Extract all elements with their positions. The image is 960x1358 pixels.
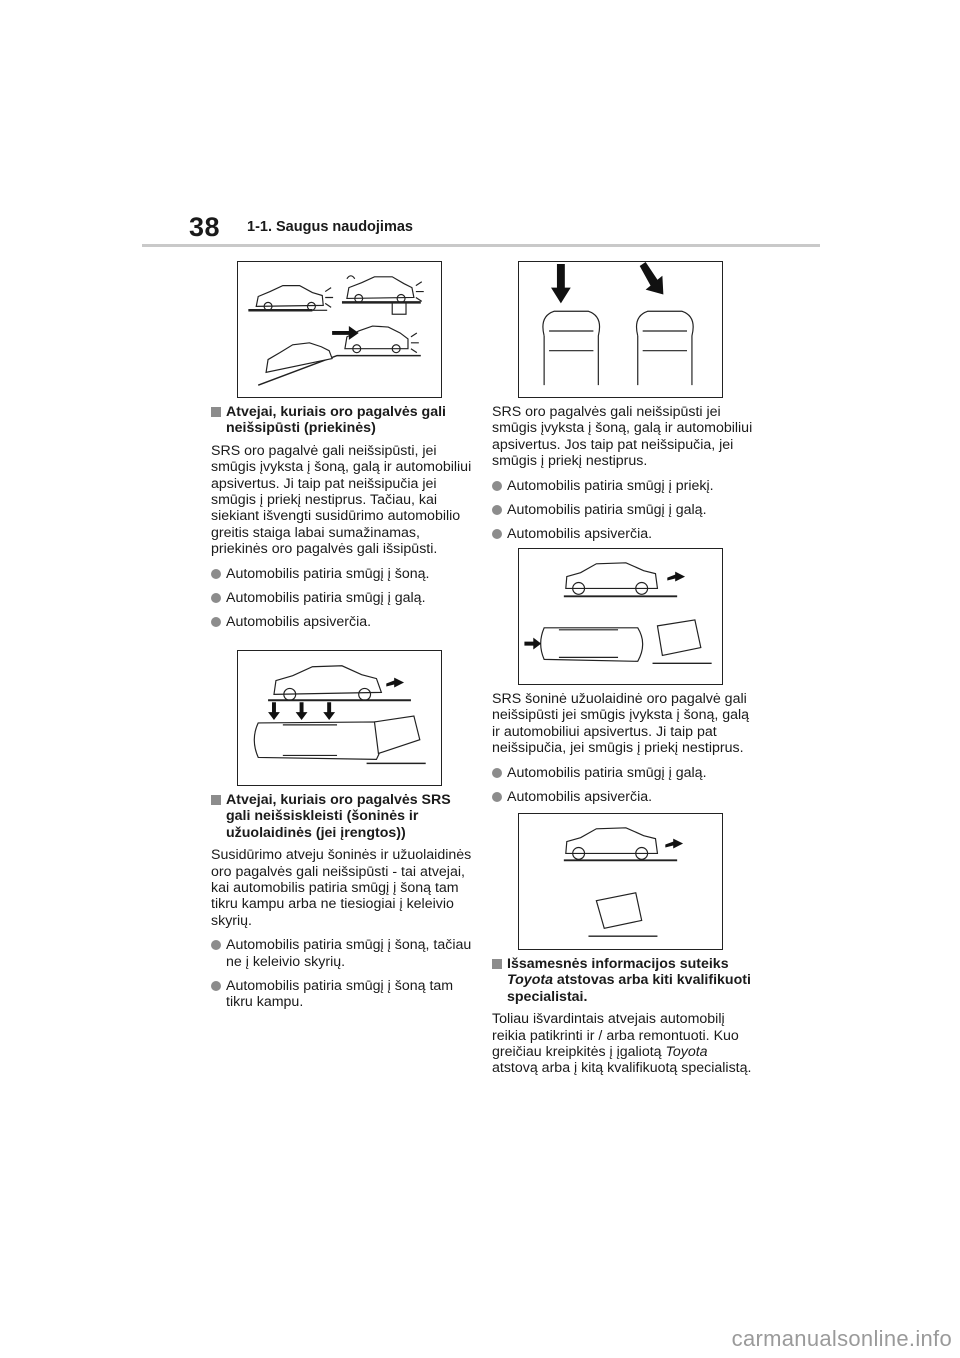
paragraph-part2: atstovą arba į kitą kvalifikuotą specialistą. xyxy=(492,1060,752,1077)
paragraph-part1: Toliau išvardintais atvejais automobilį reikia patikrinti ir / arba remontuoti. Kuo greičiau kreipkitės į įgaliotą xyxy=(492,1011,739,1061)
list-item-text: Automobilis apsiverčia. xyxy=(507,526,653,543)
round-bullet-icon xyxy=(211,981,221,991)
section-heading xyxy=(492,956,754,1005)
paragraph: SRS šoninė užuolaidinė oro pagalvė gali neišsipūsti jei smūgis įvyksta į šoną, galą ir automobiliui apsivertus. Ji taip pat neišsipučia, jei smūgis į priekį nestiprus. xyxy=(492,691,750,757)
round-bullet-icon xyxy=(492,792,502,802)
list-item-text: Automobilis patiria smūgį į galą. xyxy=(507,502,707,519)
page-number: 38 xyxy=(189,212,221,242)
list-item xyxy=(211,937,473,970)
list-item xyxy=(211,566,473,582)
square-bullet-icon xyxy=(211,407,221,417)
illustration-rear-rollover xyxy=(519,814,722,949)
figure-frontal-airbag-cases xyxy=(237,261,442,398)
list-item-text: Automobilis patiria smūgį į šoną, tačiau ne į keleivio skyrių. xyxy=(226,937,472,970)
brand-name: Toyota xyxy=(665,1044,708,1061)
section-title: 1-1. Saugus naudojimas xyxy=(247,219,413,235)
list-item xyxy=(211,614,473,630)
illustration-frontal-cases xyxy=(238,262,441,397)
square-bullet-icon xyxy=(492,959,502,969)
paragraph xyxy=(492,1011,754,1077)
list-item xyxy=(492,478,754,494)
right-column-block3 xyxy=(492,956,754,1085)
list-item-text: Automobilis patiria smūgį į priekį. xyxy=(507,477,714,494)
round-bullet-icon xyxy=(211,593,221,603)
figure-side-rear-rollover xyxy=(518,548,723,685)
illustration-front-impact xyxy=(519,262,722,397)
list-item-text: Automobilis apsiverčia. xyxy=(507,789,653,806)
list-item-text: Automobilis patiria smūgį į šoną tam tikru kampu. xyxy=(226,978,454,1011)
brand-name: Toyota xyxy=(507,972,553,989)
right-column-block1 xyxy=(492,404,754,551)
list-item xyxy=(211,590,473,606)
paragraph: Susidūrimo atveju šoninės ir užuolaidinės oro pagalvės gali neišsipūsti - tai atvejai, kai automobilis patiria smūgį į šoną tam tikru kampu arba ne tiesiogiai į keleivio skyrių. xyxy=(211,847,472,929)
round-bullet-icon xyxy=(211,617,221,627)
watermark: carmanualsonline.info xyxy=(731,1326,952,1351)
section-heading xyxy=(211,404,473,437)
round-bullet-icon xyxy=(492,481,502,491)
header-divider xyxy=(142,244,820,247)
heading-text: Atvejai, kuriais oro pagalvės gali neišsipūsti (priekinės) xyxy=(226,404,446,437)
heading-text-part1: Išsamesnės informacijos suteiks xyxy=(507,956,729,972)
right-column-block2 xyxy=(492,691,754,813)
figure-front-impact-top-view xyxy=(518,261,723,398)
square-bullet-icon xyxy=(211,795,221,805)
paragraph: SRS oro pagalvė gali neišsipūsti, jei smūgis įvyksta į šoną, galą ir automobiliui apsivertus. Ji taip pat neišsipučia jei smūgis į priekį nestiprus. Tačiau, kai siekiant išvengti susidūrimo automobilio greitis staiga labai sumažinamas, priekinės oro pagalvės gali išsipūsti. xyxy=(211,442,472,558)
heading-text: Atvejai, kuriais oro pagalvės SRS gali neišsiskleisti (šoninės ir užuolaidinės (jei įrengtos)) xyxy=(226,792,451,841)
list-item xyxy=(492,502,754,518)
paragraph: SRS oro pagalvės gali neišsipūsti jei smūgis įvyksta į šoną, galą ir automobiliui apsivertus. Jos taip pat neišsipučia, jei smūgis į priekį nestiprus. xyxy=(492,404,753,470)
round-bullet-icon xyxy=(211,569,221,579)
list-item xyxy=(211,978,473,1011)
figure-rear-rollover xyxy=(518,813,723,950)
list-item xyxy=(492,526,754,542)
list-item-text: Automobilis patiria smūgį į šoną. xyxy=(226,565,430,582)
round-bullet-icon xyxy=(492,529,502,539)
left-column-lower xyxy=(211,792,473,1019)
list-item xyxy=(492,789,754,805)
illustration-side-rear-rollover xyxy=(519,549,722,684)
list-item xyxy=(492,765,754,781)
round-bullet-icon xyxy=(492,505,502,515)
round-bullet-icon xyxy=(492,768,502,778)
section-heading xyxy=(211,792,473,841)
round-bullet-icon xyxy=(211,940,221,950)
list-item-text: Automobilis patiria smūgį į galą. xyxy=(507,764,707,781)
list-item-text: Automobilis patiria smūgį į galą. xyxy=(226,590,426,607)
figure-side-airbag-cases xyxy=(237,650,442,786)
heading-text-part2: atstovas arba kiti kvalifikuoti specialistai. xyxy=(507,972,751,1005)
illustration-side-cases xyxy=(238,651,441,785)
list-item-text: Automobilis apsiverčia. xyxy=(226,614,372,631)
left-column xyxy=(211,404,473,639)
